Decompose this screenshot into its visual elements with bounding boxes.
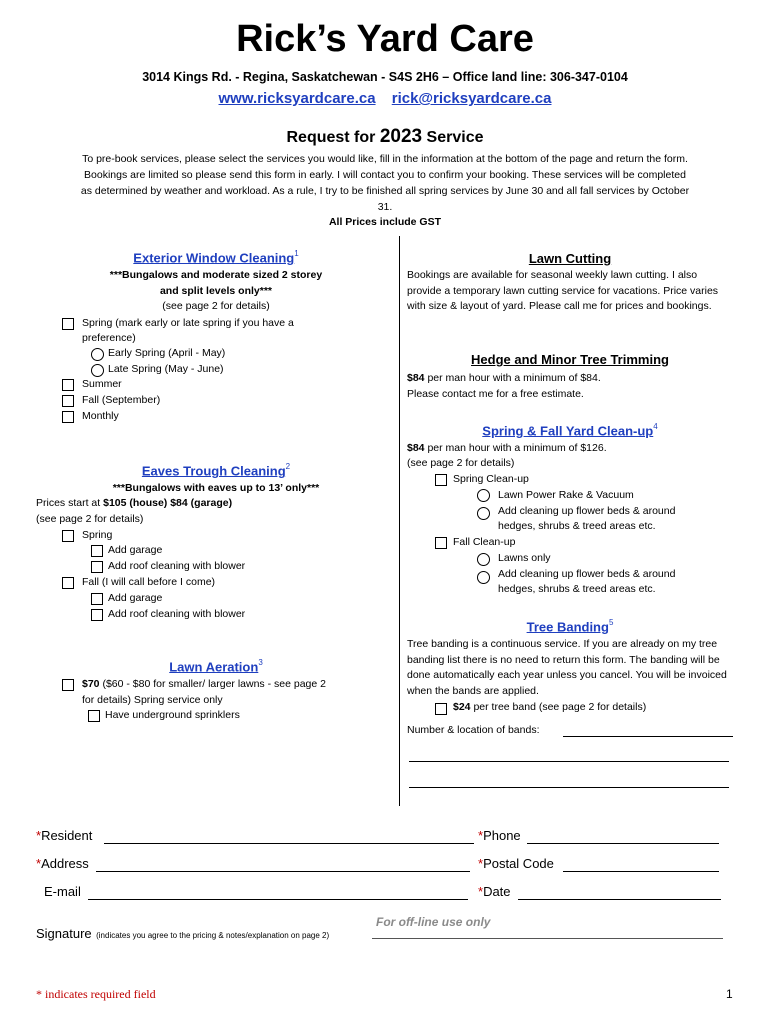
aeration-checkbox[interactable] xyxy=(62,679,74,691)
banding-number-label: Number & location of bands: xyxy=(407,724,540,736)
postal-label: *Postal Code xyxy=(478,856,554,871)
lawn-heading: Lawn Cutting xyxy=(528,251,612,266)
window-summer-label: Summer xyxy=(82,378,122,390)
column-divider xyxy=(399,236,400,806)
date-input[interactable] xyxy=(518,899,721,900)
gst-note: All Prices include GST xyxy=(328,216,442,228)
eaves-fall-label: Fall (I will call before I come) xyxy=(82,576,216,588)
lawn-text: Bookings are available for seasonal weekly lawn cutting. I also provide a temporary lawn cutting service for vacations. Price varies with size & layout of yard. Please call me for prices and bookings. xyxy=(407,269,719,313)
aeration-heading: Lawn Aeration$^3$ xyxy=(169,658,263,675)
banding-checkbox[interactable] xyxy=(435,703,447,715)
spring-flower-label-2: hedges, shrubs & treed areas etc. xyxy=(498,520,656,532)
cleanup-heading: Spring & Fall Yard Clean-$up^4$ xyxy=(482,422,658,439)
window-see: (see page 2 for details) xyxy=(162,300,270,312)
window-spring-label-2: preference) xyxy=(82,332,136,344)
contact-links xyxy=(0,90,770,107)
fall-cleanup-checkbox[interactable] xyxy=(435,537,447,549)
hedge-heading: Hedge and Minor Tree Trimming xyxy=(471,352,669,367)
email-input[interactable] xyxy=(88,899,468,900)
window-note-2: and split levels only*** xyxy=(159,285,273,297)
email-link[interactable]: rick@ricksyardcare.ca xyxy=(391,90,552,107)
sprinklers-label: Have underground sprinklers xyxy=(105,709,240,721)
date-label: *Date xyxy=(478,884,511,899)
address-input[interactable] xyxy=(96,871,470,872)
fall-flower-label: Add cleaning up flower beds & around xyxy=(498,568,676,580)
aeration-line-2: for details) Spring service only xyxy=(82,694,223,706)
eaves-spring-label: Spring xyxy=(82,529,113,541)
eaves-fall-checkbox[interactable] xyxy=(62,577,74,589)
postal-input[interactable] xyxy=(563,871,719,872)
window-spring-checkbox[interactable] xyxy=(62,318,74,330)
fall-flower-label-2: hedges, shrubs & treed areas etc. xyxy=(498,583,656,595)
eaves-fall-garage-label: Add garage xyxy=(108,592,163,604)
aeration-price: $70 ($60 - $80 for smaller/ larger lawns - see page 2 xyxy=(82,678,326,690)
company-title: Rick’s Yard Care xyxy=(236,18,534,60)
fall-cleanup-label: Fall Clean-up xyxy=(453,536,516,548)
request-heading: Request for 2023 Service xyxy=(286,126,484,147)
offline-note: For off-line use only xyxy=(376,915,491,929)
eaves-fall-garage-checkbox[interactable] xyxy=(91,593,103,605)
spring-flower-radio[interactable] xyxy=(477,507,490,520)
window-fall-checkbox[interactable] xyxy=(62,395,74,407)
required-note: * indicates required field xyxy=(36,987,156,1001)
signature-label: Signature (indicates you agree to the pricing & notes/explanation on page 2) xyxy=(36,926,330,941)
signature-input[interactable] xyxy=(372,938,723,939)
banding-price: $24 per tree band (see page 2 for details) xyxy=(453,701,647,713)
window-summer-checkbox[interactable] xyxy=(62,379,74,391)
eaves-see: (see page 2 for details) xyxy=(36,513,144,525)
banding-heading: Tree Banding$^5$ xyxy=(526,618,614,635)
cleanup-price: $84 per man hour with a minimum of $126. xyxy=(407,442,607,454)
early-spring-radio[interactable] xyxy=(91,348,104,361)
hedge-contact: Please contact me for a free estimate. xyxy=(407,388,584,400)
window-spring-label: Spring (mark early or late spring if you have a xyxy=(82,317,294,329)
spring-cleanup-checkbox[interactable] xyxy=(435,474,447,486)
window-fall-label: Fall (September) xyxy=(82,394,161,406)
resident-label: *Resident xyxy=(36,828,93,843)
window-note-1: ***Bungalows and moderate sized 2 storey xyxy=(109,269,323,281)
phone-label: *Phone xyxy=(478,828,521,843)
eaves-heading: Eaves Trough Cleaning$^2$ xyxy=(141,462,291,479)
late-spring-label: Late Spring (May - June) xyxy=(108,363,224,375)
window-monthly-label: Monthly xyxy=(82,410,119,422)
email-label: E-mail xyxy=(44,884,81,899)
late-spring-radio[interactable] xyxy=(91,364,104,377)
eaves-fall-roof-label: Add roof cleaning with blower xyxy=(108,608,246,620)
eaves-spring-roof-label: Add roof cleaning with blower xyxy=(108,560,246,572)
eaves-spring-garage-checkbox[interactable] xyxy=(91,545,103,557)
lawns-only-radio[interactable] xyxy=(477,553,490,566)
address-label: *Address xyxy=(36,856,89,871)
eaves-spring-roof-checkbox[interactable] xyxy=(91,561,103,573)
company-address: 3014 Kings Rd. - Regina, Saskatchewan - S4S 2H6 – Office land line: 306-347-0104 xyxy=(142,70,628,84)
eaves-spring-checkbox[interactable] xyxy=(62,530,74,542)
eaves-note: ***Bungalows with eaves up to 13’ only*** xyxy=(112,482,320,494)
eaves-price: Prices start at $105 (house) $84 (garage) xyxy=(36,497,233,509)
sprinklers-checkbox[interactable] xyxy=(88,710,100,722)
fall-flower-radio[interactable] xyxy=(477,571,490,584)
eaves-spring-garage-label: Add garage xyxy=(108,544,163,556)
website-link[interactable]: www.ricksyardcare.ca xyxy=(218,90,376,107)
banding-location-line-2[interactable] xyxy=(409,787,729,788)
hedge-price: $84 per man hour with a minimum of $84. xyxy=(407,372,601,384)
window-heading: Exterior Window Cleaning$^1$ xyxy=(133,249,299,266)
window-monthly-checkbox[interactable] xyxy=(62,411,74,423)
power-rake-radio[interactable] xyxy=(477,489,490,502)
intro-text: To pre-book services, please select the services you would like, fill in the information at the bottom of the page and return the form. Bookings are limited so please send this form in early. I will contact you to confirm your booking. These services will be completed as determined by weather and workload. As a rule, I try to be finished all spring services by June 30 and all fall services by October 31. xyxy=(80,153,690,213)
spring-cleanup-label: Spring Clean-up xyxy=(453,473,529,485)
spring-flower-label: Add cleaning up flower beds & around xyxy=(498,505,676,517)
early-spring-label: Early Spring (April - May) xyxy=(108,347,226,359)
banding-location-line-1[interactable] xyxy=(409,761,729,762)
page-number: 1 xyxy=(726,987,733,1001)
phone-input[interactable] xyxy=(527,843,719,844)
lawns-only-label: Lawns only xyxy=(498,552,551,564)
banding-number-input[interactable] xyxy=(563,736,733,737)
banding-text: Tree banding is a continuous service. If you are already on my tree banding list there is no need to return this form. The banding will be done automatically each year unless you cancel. You will be invoiced when the bands are applied. xyxy=(407,638,727,697)
cleanup-see: (see page 2 for details) xyxy=(407,457,515,469)
eaves-fall-roof-checkbox[interactable] xyxy=(91,609,103,621)
power-rake-label: Lawn Power Rake & Vacuum xyxy=(498,489,634,501)
resident-input[interactable] xyxy=(104,843,474,844)
